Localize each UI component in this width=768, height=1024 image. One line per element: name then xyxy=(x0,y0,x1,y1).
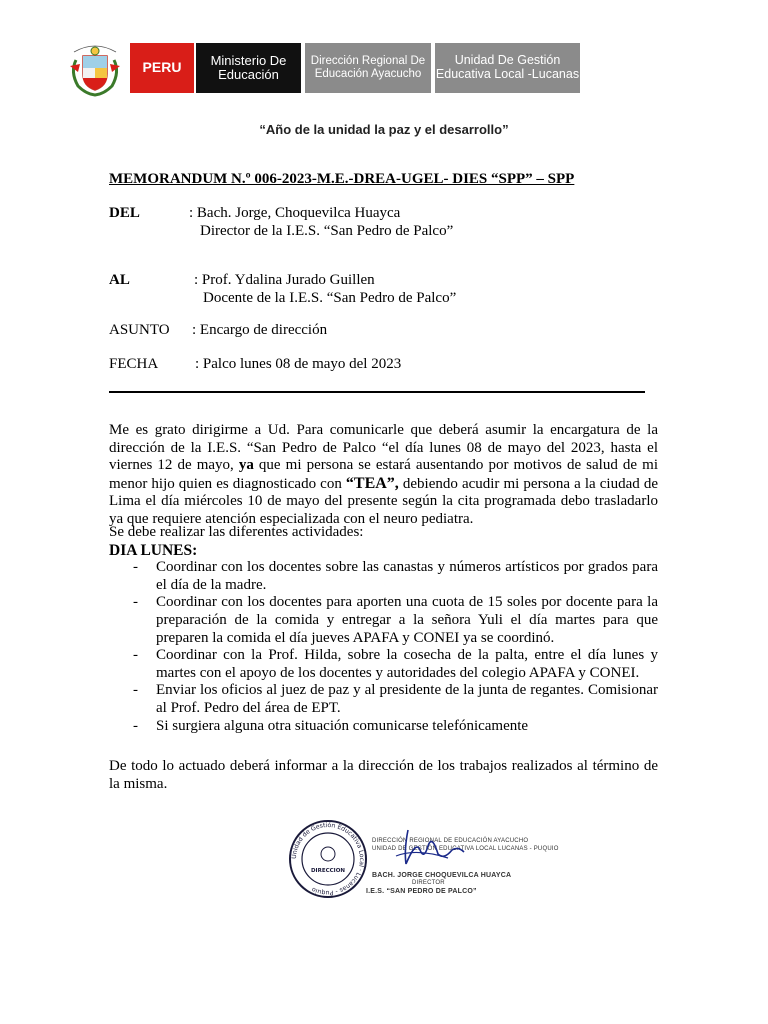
list-item-text: Coordinar con los docentes para aporten una cuota de 15 soles por docente para la preparación de la comida y entregar a la señora Yuli el día martes para que preparen la comida el día jueves APAFA y CONEI ya se coordinó. xyxy=(156,594,658,646)
stamp-line-3: BACH. JORGE CHOQUEVILCA HUAYCA xyxy=(372,872,512,879)
stamp-signature xyxy=(286,818,559,900)
separator-line xyxy=(109,391,645,393)
al-label: AL xyxy=(109,272,130,288)
institution-seal-icon xyxy=(286,818,370,900)
del-label: DEL xyxy=(109,205,140,221)
body-text-2: que mi persona se estará ausentando por motivos de salud de mi menor hijo quien es diagnosticado con xyxy=(109,457,658,492)
memo-title: MEMORANDUM N.º 006-2023-M.E.-DREA-UGEL- DIES “SPP” – SPP xyxy=(109,171,575,187)
list-item: - Coordinar con los docentes para aporten una cuota de 15 soles por docente para la preparación de la comida y entregar a la señora Yuli el día martes para que preparen la comida el día jueves APAFA y CONEI ya se coordinó. xyxy=(133,594,658,646)
peru-badge: PERU xyxy=(130,43,194,93)
ministry-badge: Ministerio De Educación xyxy=(196,43,301,93)
signature-icon xyxy=(386,820,466,872)
list-item-text: Si surgiera alguna otra situación comunicarse telefónicamente xyxy=(156,717,529,734)
activities-intro: Se debe realizar las diferentes actividades: xyxy=(109,524,364,540)
list-item: - Coordinar con los docentes sobre las canastas y números artísticos por grados para el día de la madre. xyxy=(133,559,658,593)
closing-paragraph: De todo lo actuado deberá informar a la dirección de los trabajos realizados al término de la misma. xyxy=(109,758,658,792)
activities-list xyxy=(109,559,658,735)
list-item: - Enviar los oficios al juez de paz y al presidente de la junta de regantes. Comisionar al Prof. Pedro del área de EPT. xyxy=(133,682,658,716)
body-text-3: debiendo acudir mi persona a la ciudad de Lima el día miércoles 10 de mayo del presente según la cita programada debo trasladarlo ya que requiere atención especializada con el neuro pediatra. xyxy=(109,475,658,527)
list-item-text: Coordinar con la Prof. Hilda, sobre la cosecha de la palta, entre el día lunes y martes con el apoyo de los docentes y autoridades del colegio APAFA y CONEI. xyxy=(156,647,658,681)
stamp-line-4: DIRECTOR xyxy=(412,880,445,886)
al-role: Docente de la I.E.S. “San Pedro de Palco” xyxy=(203,290,457,306)
seal-ring-text: Unidad de Gestión Educativa Local · Lucanas - Puquio xyxy=(290,821,366,897)
list-item-text: Enviar los oficios al juez de paz y al presidente de la junta de regantes. Comisionar al Prof. Pedro del área de EPT. xyxy=(156,682,658,716)
body-emphasis-ya: ya xyxy=(238,457,254,474)
year-motto: “Año de la unidad la paz y el desarrollo” xyxy=(259,122,509,137)
body-emphasis-tea: “TEA”, xyxy=(345,474,399,492)
body-text-1: Me es grato dirigirme a Ud. Para comunicarle que deberá asumir la encargatura de la dirección de la I.E.S. “San Pedro de Palco “el día lunes 08 de mayo del 2023, hasta el viernes 12 de mayo, xyxy=(109,422,658,474)
list-item: - Si surgiera alguna otra situación comunicarse telefónicamente xyxy=(133,717,529,734)
asunto-label: ASUNTO xyxy=(109,322,170,338)
stamp-line-2: UNIDAD DE GESTIÓN EDUCATIVA LOCAL LUCANAS - PUQUIO xyxy=(372,846,559,852)
stamp-line-1: DIRECCIÓN REGIONAL DE EDUCACIÓN AYACUCHO xyxy=(372,838,529,844)
asunto-value: : Encargo de dirección xyxy=(192,322,328,338)
fecha-label: FECHA xyxy=(109,356,159,372)
seal-center-text: DIRECCION xyxy=(310,868,346,874)
header-logos xyxy=(62,40,582,100)
activities-section xyxy=(109,524,658,735)
activities-title: DIA LUNES: xyxy=(109,541,198,559)
peru-coat-of-arms-icon xyxy=(66,42,124,98)
regional-direction-badge: Dirección Regional De Educación Ayacucho xyxy=(305,43,431,93)
ugel-badge: Unidad De Gestión Educativa Local -Lucanas xyxy=(435,43,580,93)
body-paragraph xyxy=(109,422,658,529)
list-item-text: Coordinar con los docentes sobre las canastas y números artísticos por grados para el día de la madre. xyxy=(156,559,658,593)
list-item: - Coordinar con la Prof. Hilda, sobre la cosecha de la palta, entre el día lunes y martes con el apoyo de los docentes y autoridades del colegio APAFA y CONEI. xyxy=(133,647,658,681)
del-name: : Bach. Jorge, Choquevilca Huayca xyxy=(189,205,401,221)
stamp-line-5: I.E.S. “SAN PEDRO DE PALCO” xyxy=(366,888,477,895)
fecha-value: : Palco lunes 08 de mayo del 2023 xyxy=(195,356,402,372)
al-name: : Prof. Ydalina Jurado Guillen xyxy=(194,272,375,288)
del-role: Director de la I.E.S. “San Pedro de Palco” xyxy=(200,223,454,239)
